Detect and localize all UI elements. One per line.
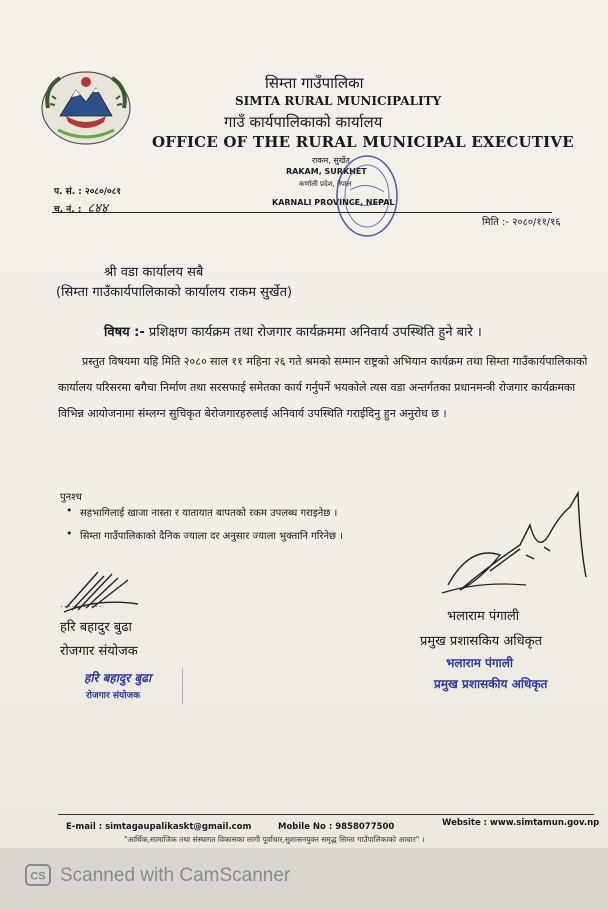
left-signature-line: ........... [60, 600, 103, 610]
camscanner-logo-icon [25, 864, 51, 886]
right-stamp-name: भलाराम पंगाली [446, 656, 513, 670]
office-name-np: गाउँ कार्यपालिकाको कार्यालय [224, 113, 383, 131]
subject-text: प्रशिक्षण कार्यक्रम तथा रोजगार कार्यक्रममा अनिवार्य उपस्थिति हुने बारे । [148, 325, 482, 340]
camscanner-watermark: Scanned with CamScanner [60, 865, 291, 886]
left-signatory-title: रोजगार संयोजक [60, 644, 138, 659]
dispatch-number [54, 198, 108, 216]
left-signatory-name: हरि बहादुर बुढा [60, 620, 132, 635]
office-name-en: OFFICE OF THE RURAL MUNICIPAL EXECUTIVE [152, 133, 574, 151]
footer-website: Website : www.simtamun.gov.np [442, 818, 600, 828]
camscanner-logo-text: CS [30, 870, 46, 883]
right-signatory-title: प्रमुख प्रशासकिय अधिकृत [420, 634, 543, 649]
footer-mobile: Mobile No : 9858077500 [278, 822, 395, 832]
right-stamp-title: प्रमुख प्रशासकीय अधिकृत [434, 677, 548, 691]
reference-number: प. सं. : २०८०/०८१ [54, 187, 122, 197]
place-en: RAKAM, SURKHET [286, 167, 367, 176]
left-stamp-border [182, 668, 183, 704]
footer-email: E-mail : simtagaupalikaskt@gmail.com [66, 822, 252, 832]
municipality-name-np: सिम्ता गाउँपालिका [265, 74, 364, 92]
letter-date: मिति :- २०८०/११/१६ [482, 217, 561, 228]
postscript-item: • सहभागिलाई खाजा नास्ता र यातायात बापतको रकम उपलब्ध गराइनेछ । [80, 505, 550, 519]
postscript-item: • सिम्ता गाउँपालिकाको दैनिक ज्याला दर अनुसार ज्याला भुक्तानि गरिनेछ । [80, 528, 550, 542]
header-divider [52, 212, 552, 213]
postscript-label: पुनश्च [60, 492, 82, 503]
province-en: KARNALI PROVINCE, NEPAL [272, 198, 395, 207]
recipient-line-2: (सिम्ता गाउँकार्यपालिकाको कार्यालय राकम सुर्खेत) [56, 285, 293, 300]
dispatch-number-label: च. नं. : [54, 205, 82, 215]
place-np: राकम, सुर्खेत [312, 156, 350, 165]
municipality-name-en: SIMTA RURAL MUNICIPALITY [235, 94, 442, 108]
body-text: प्रस्तुत विषयमा यहि मिति २०८० साल ११ महिना २६ गते श्रमको सम्मान राष्ट्रको अभियान कार्यक्रम तथा सिम्ता गाउँकार्यपालिकाको कार्यालय परिसरमा बगैचा निर्माण तथा सरसफाई समेतका कार्य गर्नुपर्ने भयकोले त्यस वडा अन्तर्गतका प्रधानमन्त्री रोजगार कार्यक्रमका विभिन्न आयोजनामा संम्लग्न सुचिकृत बेरोजगारहरुलाई अनिवार्य उपस्थिति गराईदिनु हुन अनुरोध छ । [58, 355, 588, 420]
office-stamp-icon [332, 150, 402, 242]
right-signatory-name: भलाराम पंगाली [447, 609, 520, 624]
right-signature-icon [430, 485, 590, 605]
province-np: कर्णाली प्रदेश, नेपाल [299, 180, 352, 188]
subject-line [104, 322, 482, 340]
municipality-emblem-icon [38, 68, 134, 148]
left-stamp-title: रोजगार संयोजक [86, 691, 141, 701]
subject-label: विषय :- [104, 325, 145, 340]
footer-motto: "आर्थिक,सामाजिक तथा संस्थागत विकासका लागी पूर्वाधार,सुशासनयुक्त समृद्ध सिम्ता गाउँपालिकाको आधार" । [124, 835, 425, 844]
left-stamp-name: हरि बहादुर बुढा [84, 671, 152, 685]
recipient-line-1: श्री वडा कार्यालय सबै [104, 265, 204, 280]
dispatch-number-value: ८४४ [87, 201, 108, 216]
footer-divider [58, 814, 594, 815]
body-paragraph [58, 349, 588, 427]
